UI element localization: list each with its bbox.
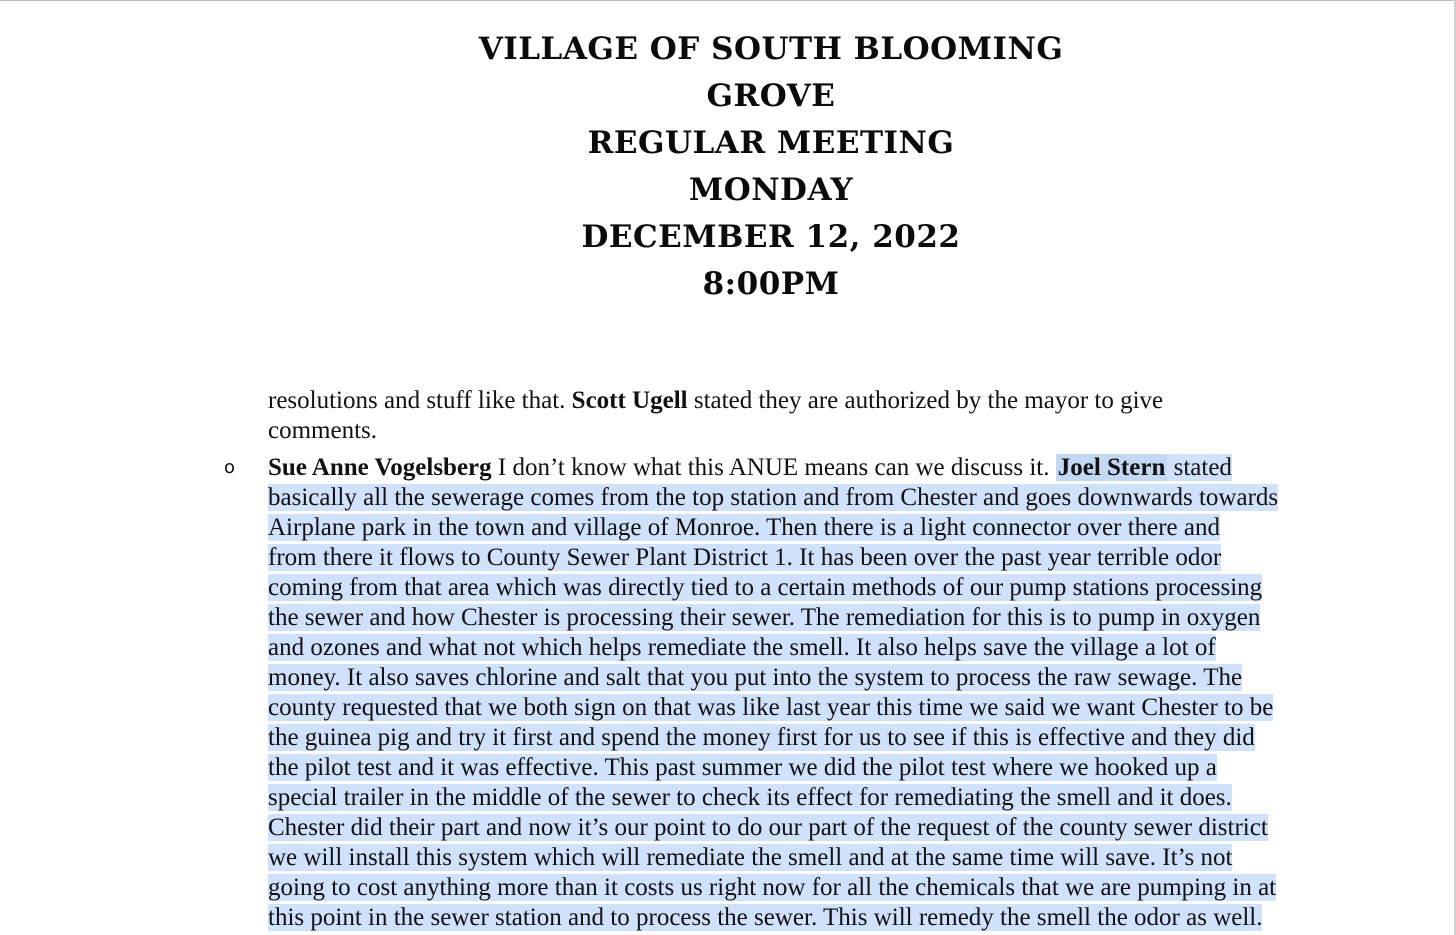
selected-text[interactable]: going to cost anything more than it costs us right now for all the chemicals that we are pumping in at <box>268 874 1277 901</box>
list-item-line <box>268 603 1338 633</box>
list-item-line <box>268 633 1338 663</box>
selected-text[interactable]: the pilot test and it was effective. This past summer we did the pilot test where we hooked up a <box>268 754 1217 781</box>
continuation-line-1[interactable] <box>268 386 1338 416</box>
continuation-line-2[interactable]: comments. <box>268 417 378 444</box>
speaker-scott-ugell[interactable]: Scott Ugell <box>571 387 688 414</box>
list-item-line <box>268 663 1338 693</box>
list-item-line <box>268 783 1338 813</box>
selected-text[interactable]: from there it flows to County Sewer Plant District 1. It has been over the past year terrible odor <box>268 544 1222 571</box>
selected-text[interactable]: county requested that we both sign on that was like last year this time we said we want Chester to be <box>268 694 1274 721</box>
list-item-line <box>268 513 1338 543</box>
continuation-text-pre[interactable]: resolutions and stuff like that. <box>268 387 572 414</box>
list-item-paragraph[interactable] <box>268 453 1338 933</box>
list-item-line-0[interactable] <box>268 453 1338 483</box>
header-day: MONDAY <box>688 172 854 208</box>
header-meeting-type: REGULAR MEETING <box>587 125 955 161</box>
list-item-line <box>268 693 1338 723</box>
selected-text[interactable]: special trailer in the middle of the sewer to check its effect for remediating the smell and it does. <box>268 784 1232 811</box>
list-item-line <box>268 843 1338 873</box>
list-item-line <box>268 573 1338 603</box>
document-header <box>0 26 1456 308</box>
selected-text[interactable]: coming from that area which was directly tied to a certain methods of our pump stations processing <box>268 574 1263 601</box>
list-item-line <box>268 753 1338 783</box>
list-item-line <box>268 873 1338 903</box>
header-title-line-1: VILLAGE OF SOUTH BLOOMING <box>478 31 1064 67</box>
selected-text[interactable]: we will install this system which will remediate the smell and at the same time will save. It’s not <box>268 844 1233 871</box>
speaker1-text[interactable]: I don’t know what this ANUE means can we discuss it. <box>491 454 1056 481</box>
list-item-line <box>268 543 1338 573</box>
selected-text[interactable]: the sewer and how Chester is processing their sewer. The remediation for this is to pump in oxygen <box>268 604 1261 631</box>
selected-text[interactable]: this point in the sewer station and to process the sewer. This will remedy the smell the odor as well. <box>268 904 1263 931</box>
continuation-text-post[interactable]: stated they are authorized by the mayor to give <box>687 387 1164 414</box>
list-item-line <box>268 813 1338 843</box>
speaker2-tail[interactable]: stated <box>1167 454 1232 481</box>
continuation-paragraph[interactable] <box>268 386 1338 446</box>
list-item-line <box>268 723 1338 753</box>
selected-text[interactable]: the guinea pig and try it first and spend the money first for us to see if this is effective and they did <box>268 724 1255 751</box>
selected-text[interactable]: money. It also saves chlorine and salt that you put into the system to process the raw sewage. The <box>268 664 1243 691</box>
list-item-line <box>268 903 1338 933</box>
list-bullet: o <box>224 457 236 478</box>
selected-text[interactable]: Chester did their part and now it’s our point to do our part of the request of the county sewer district <box>268 814 1268 841</box>
list-item-line <box>268 483 1338 513</box>
selected-text[interactable]: and ozones and what not which helps remediate the smell. It also helps save the village a lot of <box>268 634 1216 661</box>
header-title-line-2: GROVE <box>706 78 836 114</box>
selected-text[interactable]: Airplane park in the town and village of Monroe. Then there is a light connector over there and <box>268 514 1221 541</box>
selected-text[interactable]: basically all the sewerage comes from the top station and from Chester and goes downwards towards <box>268 484 1279 511</box>
speaker-sue-anne-vogelsberg[interactable]: Sue Anne Vogelsberg <box>268 454 492 481</box>
header-time: 8:00PM <box>702 266 840 302</box>
page-top-edge <box>0 0 1456 1</box>
header-date: DECEMBER 12, 2022 <box>581 219 961 255</box>
speaker-joel-stern[interactable]: Joel Stern <box>1057 454 1166 481</box>
